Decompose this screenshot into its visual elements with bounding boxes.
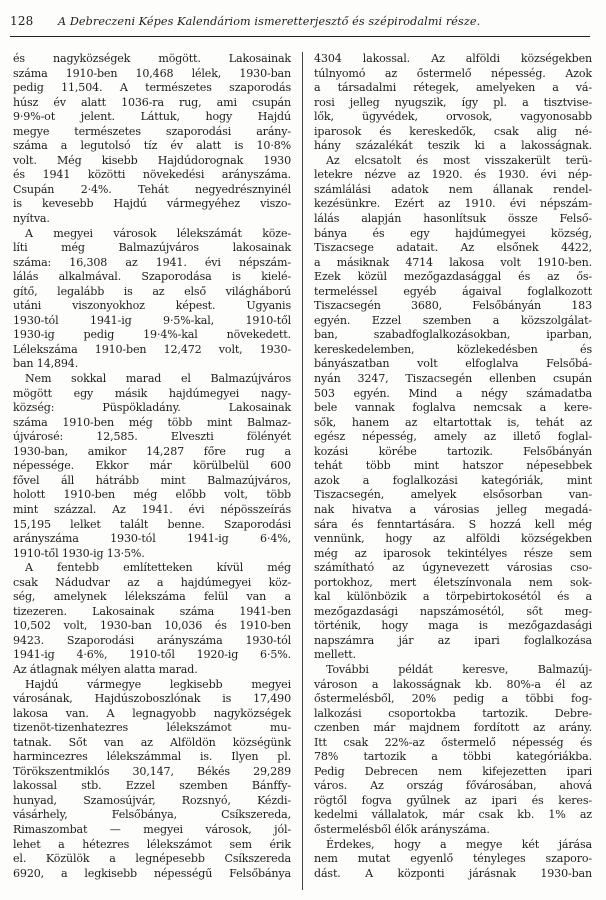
text-line: Lélekszáma 1910-ben 12,472 volt, 1930- [13, 342, 291, 356]
text-line: líti még Balmazújváros lakosainak [13, 241, 291, 255]
text-line: kal különbözik a törpebirtokosétól és a [314, 590, 592, 604]
text-line: 10,502 volt, 1930-ban 10,036 és 1910-ben [13, 619, 291, 633]
text-line: és 1941 közötti növekedési arányszáma. [13, 168, 291, 182]
text-line: azok a foglalkozási kategóriák, mint [314, 473, 592, 487]
text-line: mezőgazdasági napszámosétól, sőt meg- [314, 604, 592, 618]
text-line: város. Az ország fővárosában, ahová [314, 779, 592, 793]
text-line: hunyad, Szamosújvár, Rozsnyó, Kézdi- [13, 793, 291, 807]
text-line: 6920, a legkisebb népességű Felsőbánya [13, 866, 291, 880]
text-line: Ezek közül mezőgazdasággal és az ős- [314, 270, 592, 284]
text-line: kozási körébe tartozik. Felsőbányán [314, 444, 592, 458]
text-line: népessége. Ekkor már körülbelül 600 [13, 459, 291, 473]
text-line: nyítva. [13, 212, 50, 226]
text-line: A megyei városok lélekszámát köze- [25, 226, 291, 240]
text-line: Törökszentmiklós 30,147, Békés 29,289 [13, 764, 291, 778]
text-column-right [314, 52, 592, 881]
text-column-left [13, 52, 291, 881]
text-line: 1930-tól 1941-ig 9·5%-kal, 1910-től [13, 313, 291, 327]
text-line: a társadalmi rétegek, amelyeken a vá- [314, 81, 592, 95]
text-line: is kevesebb Hajdú vármegyéhez viszo- [13, 197, 291, 211]
text-line: mögött egy másik hajdúmegyei nagy- [13, 386, 291, 400]
text-line: fővel áll hátrább mint Balmazújváros, [13, 473, 291, 487]
text-line: utáni viszonyokhoz képest. Ugyanis [13, 299, 291, 313]
column-divider [302, 52, 303, 890]
text-line: tizenöt-tizenhatezres lélekszámot mu- [13, 721, 291, 735]
text-line: rosi jelleg nyugszik, így pl. a tisztvise- [314, 95, 592, 109]
text-line: sők, hanem az eltartottak is, tehát az [314, 415, 592, 429]
text-line: bele vannak foglalva nemcsak a kere- [314, 401, 592, 415]
text-line: száma 1910-ben 10,468 lélek, 1930-ban [13, 66, 291, 80]
text-line: mint százzal. Az 1941. évi népösszeírás [13, 502, 291, 516]
text-line: letekre nézve az 1920. és 1930. évi nép- [314, 168, 592, 182]
text-line: 78% tartozik a többi kategóriákba. [314, 750, 592, 764]
text-line: megye természetes szaporodási arány- [13, 124, 291, 138]
text-line: mellett. [314, 648, 356, 662]
text-line: További példát keresve, Balmazúj- [326, 662, 592, 676]
text-line: 1941-ig 4·6%, 1910-től 1920-ig 6·5%. [13, 648, 291, 662]
text-line: lalkozási csoportokba tartozik. Debre- [314, 706, 592, 720]
text-line: lakossal stb. Ezzel szemben Bánffy- [13, 779, 291, 793]
text-line: Itt csak 22%-az őstermelő népesség és [314, 735, 592, 749]
text-line: száma a legutolsó tíz év alatt is 10·8% [13, 139, 291, 153]
text-line: 1930-ig pedig 19·4%-kal növekedett. [13, 328, 291, 342]
text-line: termeléssel egyéb ágaival foglalkozott [314, 284, 592, 298]
text-line: volt. Még kisebb Hajdúdorognak 1930 [13, 153, 291, 167]
text-line: dást. A központi járásnak 1930-ban [314, 866, 592, 880]
text-line: 503 egyén. Mind a négy számadatba [314, 386, 592, 400]
text-line: kezésünkre. Ezért az 1910. évi népszám- [314, 197, 592, 211]
text-line: őstermelésből, 20% pedig a többi fog- [314, 692, 592, 706]
text-line: lálás alkalmával. Szaporodása is kielé- [13, 270, 291, 284]
text-line: Érdekes, hogy a megye két járása [326, 837, 592, 851]
page-header [10, 14, 590, 37]
text-line: lakosa van. A legnagyobb nagyközségek [13, 706, 291, 720]
text-line: ban 14,894. [13, 357, 79, 371]
text-line: 1930-ban, amikor 14,287 főre rug a [13, 444, 291, 458]
text-line: történik, hogy maga is mezőgazdasági [314, 619, 592, 633]
page-number: 128 [10, 14, 34, 28]
text-line: nak hivatva a városias jelleg megadá- [314, 502, 592, 516]
text-line: Pedig Debrecen nem kifejezetten ipari [314, 764, 592, 778]
text-line: Rimaszombat — megyei városok, jól- [13, 822, 291, 836]
text-line: sára és fenntartására. S hozzá kell még [314, 517, 592, 531]
text-line: egész népesség, amely az illető foglal- [314, 430, 592, 444]
text-line: és nagyközségek mögött. Lakosainak [13, 52, 291, 65]
text-line: még az iparosok tekintélyes része sem [314, 546, 592, 560]
text-line: Hajdú vármegye legkisebb megyei [25, 677, 291, 691]
text-line: száma: 16,308 az 1941. évi népszám- [13, 255, 291, 269]
text-line: 15,195 lelket talált benne. Szaporodási [13, 517, 291, 531]
text-line: 9·9%-ot jelent. Láttuk, hogy Hajdú [13, 110, 291, 124]
text-line: harmincezres lélekszámmal is. Ilyen pl. [13, 750, 291, 764]
text-line: 9423. Szaporodási arányszáma 1930-tól [13, 633, 291, 647]
text-line: csak Nádudvar az a hajdúmegyei köz- [13, 575, 291, 589]
text-line: Tiszacsege adatait. Az elsőnek 4422, [314, 241, 592, 255]
running-head: A Debreczeni Képes Kalendáriom ismeretterjesztő és szépirodalmi része. [58, 15, 481, 28]
text-line: napszámra jár az ipari foglalkozása [314, 633, 592, 647]
text-line: Csupán 2·4%. Tehát negyedrésznyinél [13, 182, 291, 196]
text-line: hány százalékát teszik ki a lakosságnak. [314, 139, 592, 153]
text-line: Nem sokkal marad el Balmazújváros [25, 372, 291, 386]
text-line: lálás alapján hasonlítsuk össze Felső- [314, 212, 592, 226]
text-line: őstermelésből élők arányszáma. [314, 822, 490, 836]
text-line: rögtől fogva gyűlnek az ipari és keres- [314, 793, 592, 807]
text-line: el. Közülök a legnépesebb Csíkszereda [13, 852, 291, 866]
text-line: község: Püspökladány. Lakosainak [13, 401, 291, 415]
text-line: holott 1910-ben még előbb volt, több [13, 488, 291, 502]
text-line: számítható az úgynevezett városias cso- [314, 561, 592, 575]
text-line: nem mutat egyenlő tényleges szaporo- [314, 852, 592, 866]
text-line: lehet a hétezres lélekszámot sem érik [13, 837, 291, 851]
text-line: Az átlagnak mélyen alatta marad. [13, 662, 198, 676]
text-line: túlnyomó az őstermelő népesség. Azok [314, 66, 592, 80]
text-line: 4304 lakossal. Az alföldi községekben [314, 52, 592, 65]
text-line: tizezeren. Lakosainak száma 1941-ben [13, 604, 291, 618]
text-line: számlálási adatok nem állanak rendel- [314, 182, 592, 196]
text-line: gítő, legalább is az első világháború [13, 284, 291, 298]
text-line: iparosok és kereskedők, csak alig né- [314, 124, 592, 138]
text-line: vásárhely, Felsőbánya, Csíkszereda, [13, 808, 291, 822]
text-line: 1910-től 1930-ig 13·5%. [13, 546, 145, 560]
text-line: arányszáma 1930-tól 1941-ig 6·4%, [13, 532, 291, 546]
text-line: bánya és egy hajdúmegyei község, [314, 226, 592, 240]
text-line: lők, ügyvédek, orvosok, vagyonosabb [314, 110, 592, 124]
text-line: tehát több mint hatszor népesebbek [314, 459, 592, 473]
text-line: kedelmi vállalatok, már csak kb. 1% az [314, 808, 592, 822]
text-line: a másiknak 4714 lakosa volt 1910-ben. [314, 255, 592, 269]
text-line: nyán 3247, Tiszacsegén ellenben csupán [314, 372, 592, 386]
text-line: Tiszacsegén 3680, Felsőbányán 183 [314, 299, 592, 313]
text-line: száma 1910-ben még több mint Balmaz- [13, 415, 291, 429]
text-line: ban, szabadfoglalkozásokban, iparban, [314, 328, 592, 342]
text-line: A fentebb említetteken kívül még [25, 561, 291, 575]
text-line: városának, Hajdúszoboszlónak is 17,490 [13, 692, 291, 706]
text-line: Az elcsatolt és most visszakerült terü- [326, 153, 592, 167]
text-line: egyén. Ezzel szemben a közszolgálat- [314, 313, 592, 327]
text-line: ség, amelynek lélekszáma felül van a [13, 590, 291, 604]
text-line: pedig 11,504. A természetes szaporodás [13, 81, 291, 95]
text-line: portokhoz, mert életszínvonala nem sok- [314, 575, 592, 589]
text-line: vennünk, hogy az alföldi községekben [314, 532, 592, 546]
text-line: kereskedelemben, közlekedésben és [314, 342, 592, 356]
text-line: városon a lakosságnak kb. 80%-a él az [314, 677, 592, 691]
text-line: húsz év alatt 1036-ra rug, ami csupán [13, 95, 291, 109]
text-line: újvárosé: 12,585. Elveszti fölényét [13, 430, 291, 444]
text-line: Tiszacsegén, amelyek elsősorban van- [314, 488, 592, 502]
text-line: bányászatban volt elfoglalva Felsőbá- [314, 357, 592, 371]
text-line: tatnak. Sőt van az Alföldön községünk [13, 735, 291, 749]
text-line: czenben már majdnem fordított az arány. [314, 721, 592, 735]
